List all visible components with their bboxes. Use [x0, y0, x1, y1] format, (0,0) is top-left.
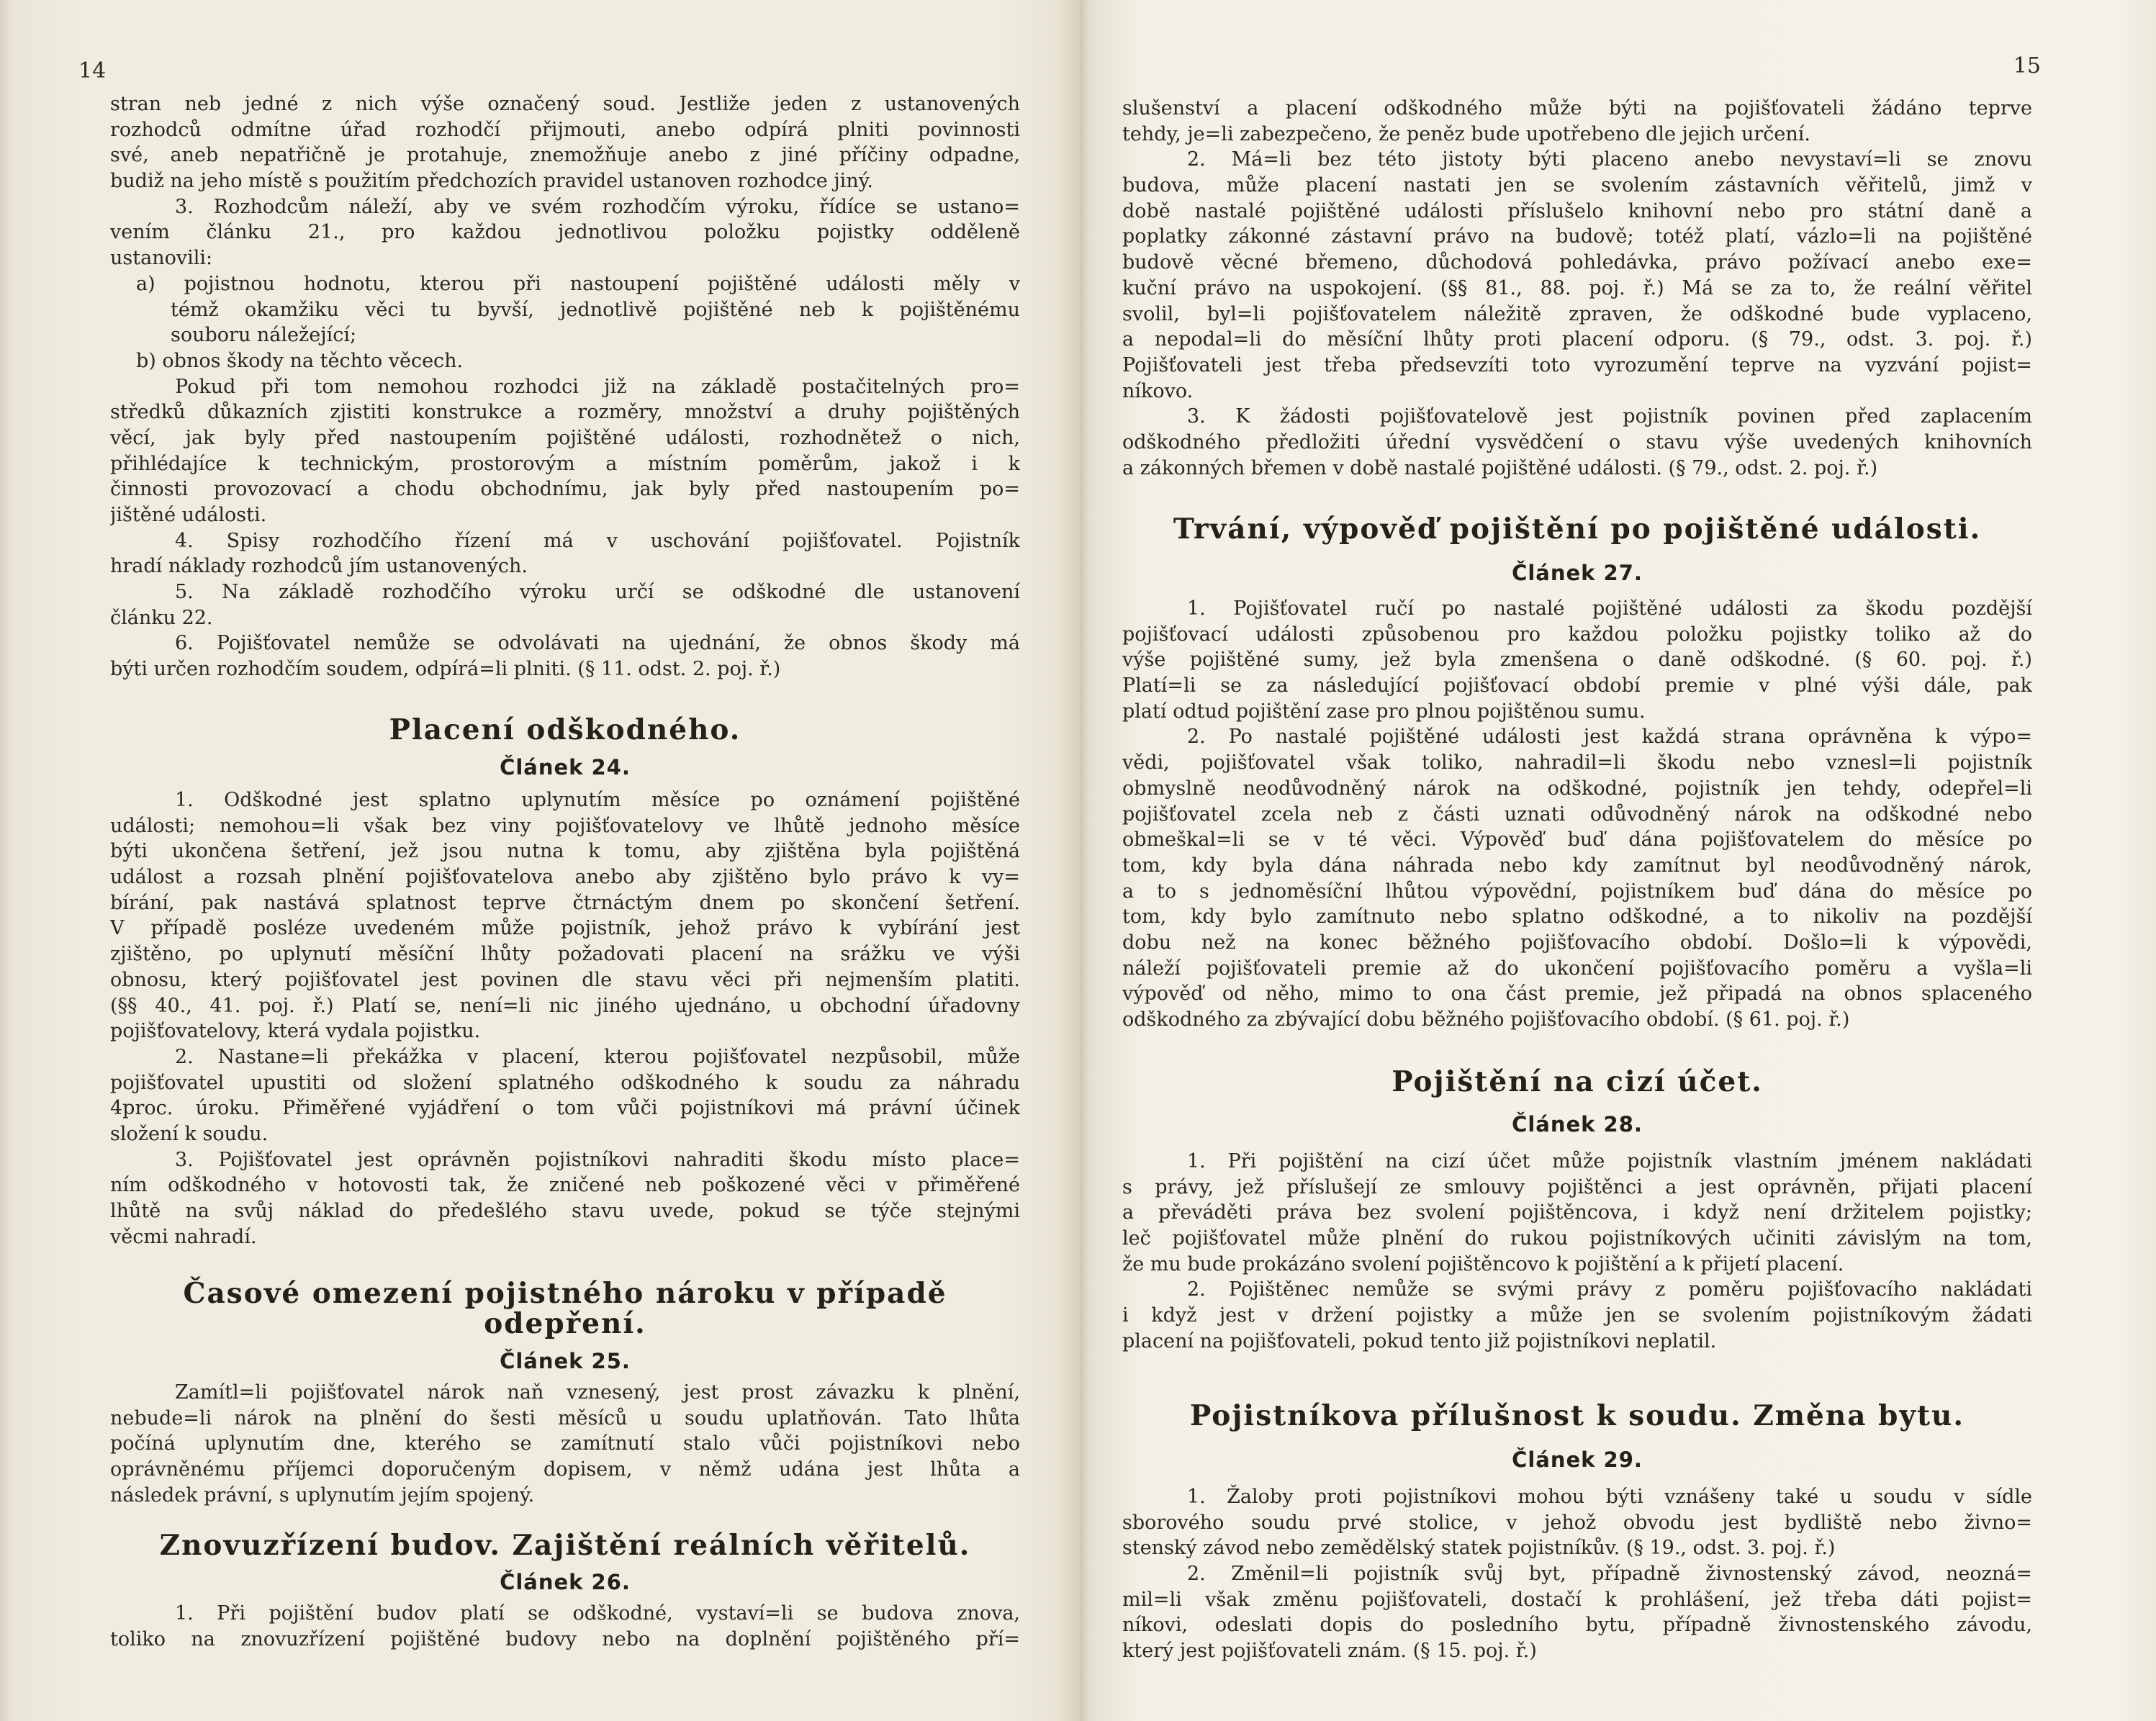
- text-line: 5. Na základě rozhodčího výroku určí se odškodné dle ustanovení: [175, 581, 1020, 604]
- article-heading-line: odepření.: [484, 1307, 646, 1340]
- text-line: a převáděti práva bez svolení pojištěncova, i když není držitelem pojistky;: [1122, 1201, 2032, 1224]
- paragraph: [1122, 1277, 2032, 1354]
- text-line: počíná uplynutím dne, kterého se zamítnutí stalo vůči pojistníkovi nebo: [110, 1432, 1020, 1455]
- text-line: býti ukončena šetření, jež jsou nutna k tomu, aby zjištěna byla pojištěná: [110, 840, 1020, 863]
- text-block: [110, 1601, 1020, 1652]
- text-line: výpověď od něho, mimo to ona část premie, jež připadá na obnos splaceného: [1122, 983, 2032, 1006]
- text-line: a) pojistnou hodnotu, kterou při nastoupení pojištěné události měly v: [136, 272, 1020, 295]
- paragraph: [1122, 96, 2032, 147]
- paragraph: [110, 1380, 1020, 1508]
- article-heading: Pojistníkova přílušnost k soudu. Změna bytu.: [1190, 1399, 1965, 1432]
- text-line: souboru náležející;: [171, 324, 357, 347]
- paragraph: [110, 787, 1020, 1044]
- text-line: hradí náklady rozhodců jím ustanovených.: [110, 555, 528, 578]
- article-heading: Placení odškodného.: [389, 713, 741, 746]
- text-line: budova, může placení nastati jen se svolením zástavních věřitelů, jimž v: [1122, 174, 2032, 197]
- paragraph: [110, 374, 1020, 528]
- text-line: 4. Spisy rozhodčího řízení má v uschování pojišťovatel. Pojistník: [175, 529, 1020, 552]
- text-line: 1. Odškodné jest splatno uplynutím měsíce po oznámení pojištěné: [175, 789, 1020, 811]
- text-line: 1. Pojišťovatel ručí po nastalé pojištěné události za škodu pozdější: [1187, 597, 2032, 620]
- text-line: Zamítl=li pojišťovatel nárok naň vznesený, jest prost závazku k plnění,: [175, 1381, 1020, 1404]
- article-number: Článek 24.: [500, 755, 631, 780]
- text-line: poplatky zákonné zástavní právo na budově; totéž platí, vázlo=li na pojištěné: [1122, 225, 2032, 248]
- text-line: lhůtě na svůj náklad do předešlého stavu uvede, pokud se týče stejnými: [110, 1200, 1020, 1222]
- text-line: 1. Žaloby proti pojistníkovi mohou býti vznášeny také u soudu v sídle: [1187, 1486, 2032, 1508]
- text-line: události; nemohou=li však bez viny pojišťovatelovy ve lhůtě jednoho měsíce: [110, 814, 1020, 837]
- text-line: své, aneb nepatřičně je protahuje, znemožňuje anebo z jiné příčiny odpadne,: [110, 144, 1020, 167]
- text-line: platí odtud pojištění zase pro plnou pojištěnou sumu.: [1122, 700, 1646, 723]
- text-line: následek právní, s uplynutím jejím spojený.: [110, 1483, 535, 1507]
- article-heading: Znovuzřízení budov. Zajištění reálních věřitelů.: [159, 1529, 971, 1562]
- text-block: [110, 787, 1020, 1250]
- text-block: [1122, 1149, 2032, 1355]
- paragraph: [1122, 724, 2032, 1032]
- text-line: vením článku 21., pro každou jednotlivou položku pojistky odděleně: [110, 221, 1020, 244]
- text-line: vědi, pojišťovatel však toliko, nahradil=li škodu nebo vznesl=li pojistník: [1122, 751, 2032, 774]
- text-line: ním odškodného v hotovosti tak, že zničené neb poškozené věci v přiměřené: [110, 1174, 1020, 1197]
- text-line: zjištěno, po uplynutí měsíční lhůty požadovati placení na srážku ve výši: [110, 943, 1020, 966]
- text-line: době nastalé pojištěné události příslušelo knihovní nebo pro státní daně a: [1122, 199, 2032, 222]
- text-line: věcí, jak byly před nastoupením pojištěné události, rozhodnětež o nich,: [110, 426, 1020, 449]
- text-line: věcmi nahradí.: [110, 1225, 257, 1248]
- text-line: 2. Má=li bez této jistoty býti placeno anebo nevystaví=li se znovu: [1187, 148, 2032, 171]
- text-line: který jest pojišťovateli znám. (§ 15. poj. ř.): [1122, 1640, 1537, 1663]
- text-line: 3. Rozhodcům náleží, aby ve svém rozhodčím výroku, řídíce se ustano=: [175, 195, 1020, 218]
- text-line: článku 22.: [110, 606, 213, 629]
- page-right: [1080, 0, 2156, 1721]
- text-line: Platí=li se za následující pojišťovací období premie v plné výši dále, pak: [1122, 674, 2032, 697]
- text-line: odškodného předložiti úřední vysvědčení o stavu výše uvedených knihovních: [1122, 430, 2032, 453]
- text-line: nebude=li nárok na plnění do šesti měsíců u soudu uplatňován. Tato lhůta: [110, 1406, 1020, 1429]
- paragraph: [110, 579, 1020, 631]
- text-line: stenský závod nebo zemědělský statek pojistníkův. (§ 19., odst. 3. poj. ř.): [1122, 1537, 1836, 1560]
- paragraph: [1122, 1149, 2032, 1277]
- paragraph: [1122, 147, 2032, 404]
- paragraph: [1122, 1484, 2032, 1561]
- page-number: 14: [78, 58, 107, 83]
- article-number: Článek 26.: [500, 1570, 631, 1594]
- paragraph: [110, 91, 1020, 194]
- text-block: [110, 1380, 1020, 1508]
- article-number: Článek 28.: [1512, 1112, 1643, 1137]
- text-line: a zákonných břemen v době nastalé pojištěné události. (§ 79., odst. 2. poj. ř.): [1122, 456, 1878, 479]
- text-line: svolil, byl=li pojišťovatelem náležitě zpraven, že odškodné bude vyplaceno,: [1122, 302, 2032, 325]
- text-line: pojišťovatel upustiti od složení splatného odškodného k soudu za náhradu: [110, 1071, 1020, 1094]
- text-block: [1122, 1484, 2032, 1664]
- paragraph: [1122, 596, 2032, 724]
- text-line: a to s jednoměsíční lhůtou výpovědní, pojistníkem buď dána do měsíce po: [1122, 880, 2032, 903]
- text-line: dobu než na konec běžného pojišťovacího období. Došlo=li k výpovědi,: [1122, 931, 2032, 954]
- text-line: výše pojištěné sumy, jež byla zmenšena o daně odškodné. (§ 60. poj. ř.): [1122, 649, 2032, 672]
- paragraph: [110, 1147, 1020, 1250]
- paragraph: [110, 1044, 1020, 1147]
- paragraph: [1122, 404, 2032, 481]
- text-line: slušenství a placení odškodného může býti na pojišťovateli žádáno teprve: [1122, 97, 2032, 119]
- text-line: níkovo.: [1122, 379, 1194, 402]
- text-line: rozhodců odmítne úřad rozhodčí přijmouti, anebo odpírá plniti povinnosti: [110, 118, 1020, 141]
- text-block: [1122, 596, 2032, 1033]
- paragraph: [110, 1601, 1020, 1652]
- text-line: pojišťovatel zcela neb z části uznati odůvodněný nárok na odškodné nebo: [1122, 803, 2032, 826]
- text-line: 6. Pojišťovatel nemůže se odvolávati na ujednání, že obnos škody má: [175, 632, 1020, 655]
- text-line: (§§ 40., 41. poj. ř.) Platí se, není=li nic jiného ujednáno, u obchodní úřadovny: [110, 994, 1020, 1017]
- text-line: náleží pojišťovateli premie až do ukončení pojišťovacího poměru a vyšla=li: [1122, 957, 2032, 980]
- text-line: 2. Nastane=li překážka v placení, kterou pojišťovatel nezpůsobil, může: [175, 1045, 1020, 1068]
- text-line: činnosti provozovací a chodu obchodnímu, jak byly před nastoupením po=: [110, 478, 1020, 501]
- text-line: 2. Pojištěnec nemůže se svými právy z poměru pojišťovacího nakládati: [1187, 1278, 2032, 1301]
- text-line: 1. Při pojištění budov platí se odškodné, vystaví=li se budova znova,: [175, 1602, 1020, 1625]
- text-line: jištěné události.: [110, 504, 267, 526]
- text-line: obnosu, který pojišťovatel jest povinen dle stavu věci při nejmenším platiti.: [110, 968, 1020, 991]
- article-number: Článek 25.: [500, 1349, 631, 1373]
- text-line: ustanovili:: [110, 247, 213, 270]
- text-line: býti určen rozhodčím soudem, odpírá=li plniti. (§ 11. odst. 2. poj. ř.): [110, 658, 781, 681]
- text-line: odškodného za zbývající dobu běžného pojišťovacího období. (§ 61. poj. ř.): [1122, 1008, 1850, 1031]
- text-line: obmyslně neodůvodněný nárok na odškodné, pojistník jen tehdy, odepřel=li: [1122, 777, 2032, 800]
- paragraph: [1122, 1561, 2032, 1664]
- text-line: tom, kdy bylo zamítnuto nebo splatno odškodné, a to nikoliv na pozdější: [1122, 905, 2032, 929]
- text-line: 3. Pojišťovatel jest oprávněn pojistníkovi nahraditi škodu místo place=: [175, 1148, 1020, 1171]
- text-line: sborového soudu prvé stolice, v jehož obvodu jest bydliště nebo živno=: [1122, 1511, 2032, 1534]
- text-line: Pokud při tom nemohou rozhodci již na základě postačitelných pro=: [175, 375, 1020, 398]
- text-line: 1. Při pojištění na cizí účet může pojistník vlastním jménem nakládati: [1187, 1150, 2032, 1173]
- text-line: a nepodal=li do měsíční lhůty proti placení odporu. (§ 79., odst. 3. poj. ř.): [1122, 328, 2032, 351]
- text-line: bírání, pak nastává splatnost teprve čtrnáctým dnem po skončení šetření.: [110, 891, 1020, 914]
- text-line: událost a rozsah plnění pojišťovatelova anebo aby zjištěno bylo právo k vy=: [110, 866, 1020, 889]
- paragraph: [110, 631, 1020, 682]
- article-heading-line: Časové omezení pojistného nároku v případě: [183, 1277, 947, 1310]
- text-line: že mu bude prokázáno svolení pojištěncovo k pojištění a k přijetí placení.: [1122, 1252, 1844, 1275]
- list-item: [110, 348, 1020, 374]
- article-number: Článek 27.: [1512, 561, 1643, 585]
- text-line: 2. Po nastalé pojištěné události jest každá strana oprávněna k výpo=: [1187, 726, 2032, 749]
- text-line: Pojišťovateli jest třeba předsevzíti toto vyrozumění teprve na vyzvání pojist=: [1122, 353, 2032, 376]
- text-line: b) obnos škody na těchto věcech.: [136, 349, 464, 372]
- text-line: 3. K žádosti pojišťovatelově jest pojistník povinen před zaplacením: [1187, 405, 2032, 428]
- text-line: oprávněnému příjemci doporučeným dopisem, v němž udána jest lhůta a: [110, 1458, 1020, 1481]
- text-line: 2. Změnil=li pojistník svůj byt, případně živnostenský závod, neozná=: [1187, 1563, 2032, 1586]
- text-line: přihlédajíce k technickým, prostorovým a místním poměrům, jakož i k: [110, 452, 1020, 475]
- article-heading: Trvání, výpověď pojištění po pojištěné události.: [1173, 512, 1982, 546]
- text-line: tehdy, je=li zabezpečeno, že peněz bude upotřebeno dle jejich určení.: [1122, 122, 1810, 145]
- text-line: i když jest v držení pojistky a může jen se svolením pojistníkovým žádati: [1122, 1304, 2032, 1327]
- article-number: Článek 29.: [1512, 1447, 1643, 1472]
- text-line: V případě posléze uvedeném může pojistník, jehož právo k vybírání jest: [110, 917, 1020, 940]
- text-line: stran neb jedné z nich výše označený soud. Jestliže jeden z ustanovených: [110, 93, 1020, 115]
- paragraph: [110, 528, 1020, 579]
- text-line: středků důkazních zjistiti konstrukce a rozměry, množství a druhy pojištěných: [110, 401, 1020, 424]
- text-line: složení k soudu.: [110, 1122, 269, 1145]
- text-block: [110, 91, 1020, 682]
- text-line: mil=li však změnu pojišťovateli, dostačí k prohlášení, jež třeba dáti pojist=: [1122, 1588, 2032, 1611]
- text-line: placení na pojišťovateli, pokud tento již pojistníkovi neplatil.: [1122, 1329, 1717, 1352]
- list-item: [110, 271, 1020, 348]
- text-line: 4proc. úroku. Přiměřené vyjádření o tom vůči pojistníkovi má právní účinek: [110, 1097, 1020, 1120]
- text-line: s právy, jež příslušejí ze smlouvy pojištěnci a jest oprávněn, přijati placení: [1122, 1175, 2032, 1198]
- article-heading: [110, 1278, 1020, 1339]
- text-line: budiž na jeho místě s použitím předchozích pravidel ustanoven rozhodce jiný.: [110, 170, 873, 193]
- page-number: 15: [2013, 53, 2041, 78]
- text-block: [1122, 96, 2032, 481]
- text-line: leč pojišťovatel může plnění do rukou pojistníkových učiniti závislým na tom,: [1122, 1227, 2032, 1250]
- text-line: níkovi, odeslati dopis do posledního bytu, případně živnostenského závodu,: [1122, 1614, 2032, 1637]
- text-line: toliko na znovuzřízení pojištěné budovy nebo na doplnění pojištěného pří=: [110, 1627, 1020, 1650]
- text-line: témž okamžiku věci tu byvší, jednotlivě pojištěné neb k pojištěnému: [171, 298, 1020, 321]
- text-line: kuční právo na uspokojení. (§§ 81., 88. poj. ř.) Má se za to, že reální věřitel: [1122, 276, 2032, 299]
- text-line: pojišťovací události způsobenou pro každou položku pojistky toliko až do: [1122, 623, 2032, 646]
- text-line: tom, kdy byla dána náhrada nebo kdy zamítnut byl neodůvodněný nárok,: [1122, 854, 2032, 877]
- text-line: obmeškal=li se v té věci. Výpověď buď dána pojišťovatelem do měsíce po: [1122, 828, 2032, 852]
- text-line: pojišťovatelovy, která vydala pojistku.: [110, 1020, 481, 1043]
- text-line: budově věcné břemeno, důchodová pohledávka, právo požívací anebo exe=: [1122, 251, 2032, 274]
- paragraph: [110, 194, 1020, 271]
- article-heading: Pojištění na cizí účet.: [1392, 1065, 1763, 1098]
